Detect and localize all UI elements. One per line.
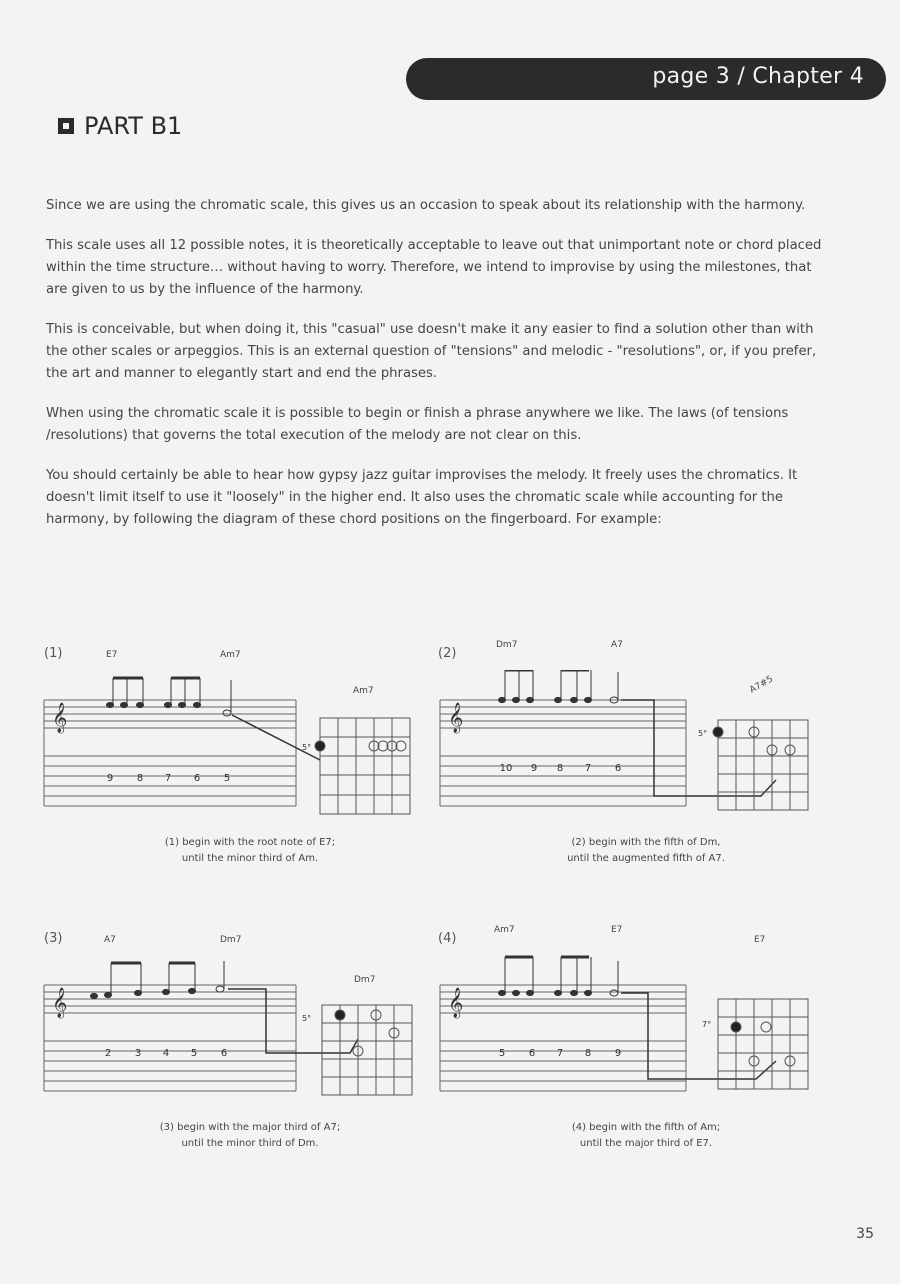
example-1: [40, 640, 440, 880]
part-title: PART B1: [84, 112, 183, 140]
tab-number: 5: [190, 1048, 198, 1059]
tab-numbers: [500, 763, 622, 774]
fret-marker: 5°: [302, 743, 312, 752]
fret-marker: 5°: [302, 1014, 312, 1023]
tab-number: 7: [164, 773, 172, 784]
svg-text:𝄞: 𝄞: [52, 703, 68, 733]
chord-diagram-title: E7: [754, 935, 766, 945]
tab-number: 8: [136, 773, 144, 784]
tab-number: 9: [530, 763, 538, 774]
tab-number: 6: [614, 763, 622, 774]
chapter-header: [406, 58, 886, 100]
paragraph: You should certainly be able to hear how gypsy jazz guitar improvises the melody. It freely uses the chromatics. It doesn't limit itself to use it "loosely" in the higher end. It also uses the chromatic scale while accounting for the harmony, by following the diagram of these chord positions on the fingerboard. For example:: [46, 468, 798, 527]
example-number: (1): [44, 646, 63, 661]
example-number: (4): [438, 931, 457, 946]
chord-diagram-title: A7#5: [748, 674, 775, 696]
chapter-header-label: page 3 / Chapter 4: [652, 64, 864, 89]
tab-numbers: [107, 773, 230, 784]
fret-marker: 7°: [702, 1020, 712, 1029]
tab-number: 9: [106, 773, 114, 784]
svg-text:𝄞: 𝄞: [448, 703, 464, 733]
paragraph: Since we are using the chromatic scale, this gives us an occasion to speak about its relationship with the harmony.: [46, 198, 806, 213]
chord-diagram-title: Am7: [353, 686, 374, 696]
tab-number: 2: [104, 1048, 112, 1059]
tab-numbers: [499, 1048, 621, 1059]
chord-label: E7: [106, 650, 118, 660]
tab-number: 5: [498, 1048, 506, 1059]
chord-label: A7: [611, 640, 623, 650]
svg-text:𝄞: 𝄞: [52, 988, 68, 1018]
example-4: [436, 925, 856, 1165]
fret-marker: 5°: [698, 729, 708, 738]
example-3: [40, 925, 440, 1165]
example-caption: (2) begin with the fifth of Dm, until the augmented fifth of A7.: [567, 837, 725, 864]
tab-number: 8: [556, 763, 564, 774]
chord-label: Dm7: [220, 935, 242, 945]
tab-number: 6: [220, 1048, 228, 1059]
chord-diagram-title: Dm7: [354, 975, 376, 985]
tab-number: 8: [584, 1048, 592, 1059]
example-caption: (1) begin with the root note of E7; until the minor third of Am.: [164, 837, 336, 864]
svg-text:𝄞: 𝄞: [448, 988, 464, 1018]
tab-number: 10: [499, 763, 513, 774]
example-2: [436, 640, 856, 880]
body-text: [46, 195, 826, 549]
tab-number: 7: [584, 763, 592, 774]
tab-number: 5: [223, 773, 231, 784]
chord-label: Dm7: [496, 640, 518, 650]
example-number: (2): [438, 646, 457, 661]
tab-number: 6: [193, 773, 201, 784]
chord-label: A7: [104, 935, 116, 945]
tab-number: 7: [556, 1048, 564, 1059]
paragraph: This scale uses all 12 possible notes, it is theoretically acceptable to leave out that unimportant note or chord placed within the time structure… without having to worry. Therefore, we intend to improvise by using the milestones, that are given to us by the influence of the harmony.: [46, 238, 822, 297]
example-caption: (4) begin with the fifth of Am; until the major third of E7.: [571, 1122, 721, 1149]
tab-number: 4: [162, 1048, 170, 1059]
tab-number: 9: [614, 1048, 622, 1059]
square-bullet-icon: [58, 118, 74, 134]
chord-label: Am7: [494, 925, 515, 935]
example-number: (3): [44, 931, 63, 946]
part-heading: [58, 112, 182, 140]
paragraph: When using the chromatic scale it is possible to begin or finish a phrase anywhere we like. The laws (of tensions /resolutions) that governs the total execution of the melody are not clear on this.: [46, 406, 789, 443]
tab-number: 6: [528, 1048, 536, 1059]
tab-number: 3: [134, 1048, 142, 1059]
example-caption: (3) begin with the major third of A7; until the minor third of Dm.: [159, 1122, 341, 1149]
tab-numbers: [105, 1048, 227, 1059]
chord-label: Am7: [220, 650, 241, 660]
chord-label: E7: [611, 925, 623, 935]
page-number: 35: [856, 1226, 874, 1242]
paragraph: This is conceivable, but when doing it, this "casual" use doesn't make it any easier to find a solution other than with the other scales or arpeggios. This is an external question of "tensions" and melodic - "resolutions", or, if you prefer, the art and manner to elegantly start and end the phrases.: [46, 322, 817, 381]
